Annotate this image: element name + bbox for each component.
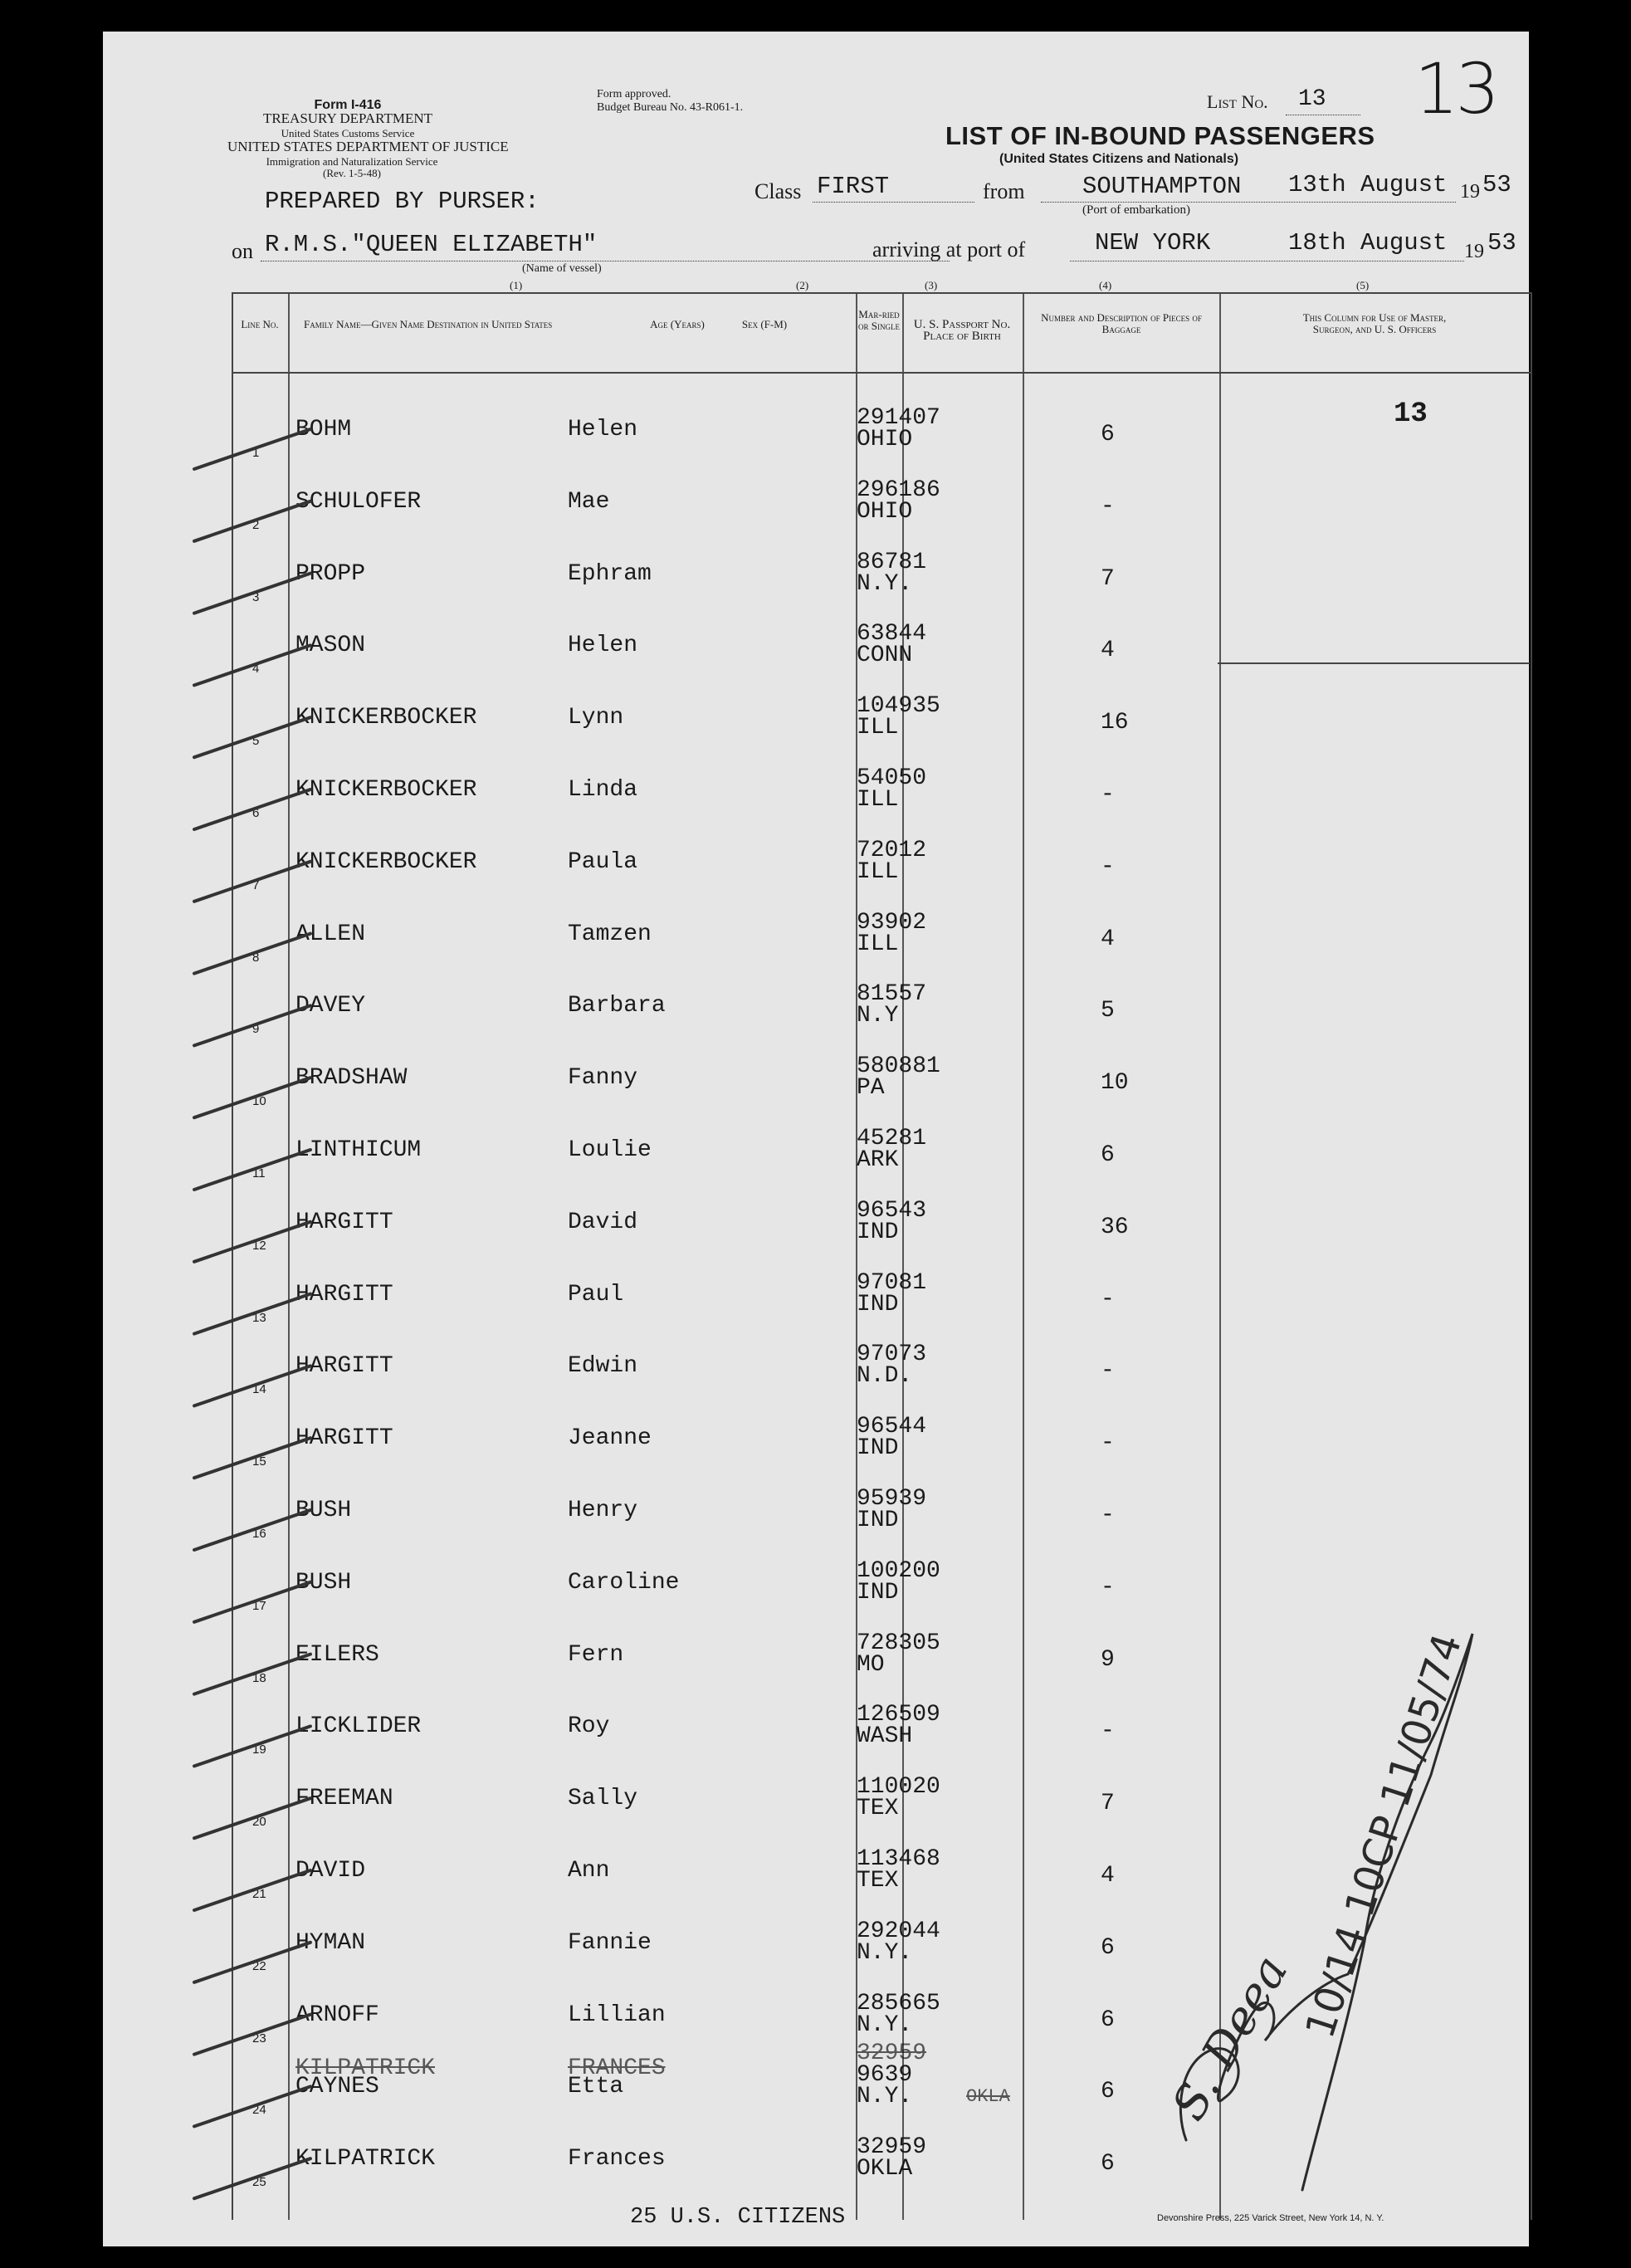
- family-name: BRADSHAW: [295, 1065, 408, 1092]
- check-mark: [194, 645, 310, 685]
- header-name: Family Name—Given Name Destination in United States: [304, 318, 553, 330]
- line-number: 6: [252, 806, 260, 820]
- baggage-count: 16: [1101, 710, 1129, 736]
- given-name: Lillian: [568, 2002, 666, 2028]
- check-mark: [194, 1582, 310, 1622]
- place-of-birth: IND: [857, 1435, 899, 1462]
- page-title: LIST OF IN-BOUND PASSENGERS: [945, 121, 1375, 150]
- baggage-count: -: [1101, 1286, 1115, 1312]
- arrival-date: 18th August: [1288, 229, 1448, 257]
- family-name: EILERS: [295, 1641, 379, 1668]
- check-mark: [194, 1870, 310, 1910]
- given-name: Sally: [568, 1786, 638, 1812]
- place-of-birth: N.Y: [857, 1003, 899, 1029]
- check-mark: [194, 1150, 310, 1190]
- place-of-birth: IND: [857, 1219, 899, 1245]
- port-of-embarkation: SOUTHAMPTON: [1082, 173, 1242, 200]
- budget-bureau: Budget Bureau No. 43-R061-1.: [597, 101, 744, 114]
- line-number: 14: [252, 1382, 266, 1397]
- header-sex: Sex (F-M): [741, 318, 788, 330]
- place-of-birth: IND: [857, 1579, 899, 1606]
- check-mark: [194, 1798, 310, 1838]
- place-of-birth: N.D.: [857, 1363, 913, 1390]
- class-label: Class: [754, 179, 802, 203]
- check-mark: [194, 1294, 310, 1334]
- on-label: on: [232, 239, 253, 263]
- passport-number: 54050: [857, 765, 927, 791]
- passport-number: 291407: [857, 405, 940, 431]
- baggage-count: 7: [1101, 565, 1115, 592]
- baggage-count: 6: [1101, 1142, 1115, 1168]
- handwritten-signature: S. Deea: [1161, 1946, 1299, 2129]
- baggage-count: 6: [1101, 422, 1115, 447]
- passport-number: 96544: [857, 1414, 927, 1440]
- form-number: Form I-416: [314, 98, 382, 112]
- line-number: 22: [252, 1958, 266, 1973]
- class-value: FIRST: [817, 173, 890, 200]
- place-of-birth: TEX: [857, 1796, 899, 1822]
- check-mark: [194, 1510, 310, 1550]
- family-name: HARGITT: [295, 1209, 393, 1235]
- passport-number: 32959: [857, 2134, 927, 2161]
- passport-number: 63844: [857, 621, 927, 648]
- given-name: David: [568, 1209, 638, 1235]
- given-name: Linda: [568, 777, 638, 803]
- line-number: 4: [252, 662, 260, 677]
- check-mark: [194, 2158, 310, 2198]
- place-of-birth: OHIO: [857, 427, 913, 452]
- header-age: Age (Years): [650, 318, 705, 330]
- family-name: HARGITT: [295, 1353, 393, 1380]
- given-name: Henry: [568, 1498, 638, 1523]
- passport-number: 113468: [857, 1846, 940, 1872]
- given-name: Lynn: [568, 705, 624, 731]
- passport-number: 580881: [857, 1053, 940, 1080]
- baggage-count: 36: [1101, 1214, 1129, 1240]
- page-subtitle: (United States Citizens and Nationals): [999, 152, 1239, 166]
- dept-treasury-sub: United States Customs Service: [281, 127, 415, 139]
- family-name: BUSH: [295, 1498, 352, 1523]
- check-mark: [194, 717, 310, 757]
- embarkation-date: 13th August: [1288, 171, 1448, 198]
- arrival-port: NEW YORK: [1095, 229, 1211, 257]
- passport-number: 81557: [857, 981, 927, 1008]
- place-of-birth: IND: [857, 1508, 899, 1533]
- baggage-count: 10: [1101, 1070, 1129, 1097]
- line-number: 8: [252, 950, 260, 965]
- from-label: from: [983, 179, 1025, 203]
- handwritten-list-no: 13: [1414, 48, 1497, 130]
- given-name: Helen: [568, 417, 638, 442]
- line-number: 23: [252, 2031, 266, 2046]
- dept-treasury: TREASURY DEPARTMENT: [262, 110, 433, 126]
- check-mark: [194, 862, 310, 902]
- check-mark: [194, 1655, 310, 1694]
- given-name: Caroline: [568, 1569, 680, 1596]
- passport-number: 45281: [857, 1126, 927, 1151]
- given-name: Fanny: [568, 1065, 638, 1092]
- arrival-year: 53: [1487, 229, 1516, 257]
- family-name: CAYNES: [295, 2074, 379, 2100]
- given-name: Fern: [568, 1641, 624, 1668]
- baggage-count: 4: [1101, 926, 1115, 952]
- list-no: 13: [1298, 86, 1326, 112]
- embark-year-prefix: 19: [1460, 181, 1480, 203]
- baggage-count: -: [1101, 1503, 1115, 1528]
- family-name: LICKLIDER: [295, 1713, 422, 1740]
- line-number: 1: [252, 446, 260, 460]
- check-mark: [194, 1005, 310, 1045]
- embark-year: 53: [1482, 171, 1511, 198]
- family-name: MASON: [295, 633, 366, 659]
- passport-number: 292044: [857, 1918, 940, 1944]
- header-passport: U. S. Passport No. Place of Birth: [913, 318, 1011, 343]
- struck-birth: OKLA: [966, 2086, 1010, 2108]
- given-name: Barbara: [568, 993, 666, 1019]
- check-mark: [194, 574, 310, 613]
- line-number: 13: [252, 1310, 266, 1325]
- check-mark: [194, 1438, 310, 1478]
- prepared-by: PREPARED BY PURSER:: [265, 188, 540, 215]
- baggage-count: -: [1101, 1574, 1115, 1601]
- printer-imprint: Devonshire Press, 225 Varick Street, New York 14, N. Y.: [1157, 2213, 1384, 2223]
- passport-number: 86781: [857, 549, 927, 575]
- header-married: Mar-ried or Single: [858, 308, 900, 332]
- vessel-caption: (Name of vessel): [522, 262, 602, 275]
- given-name: Ann: [568, 1858, 610, 1884]
- line-number: 11: [252, 1166, 266, 1180]
- place-of-birth: N.Y.: [857, 570, 913, 597]
- passport-number: 97073: [857, 1342, 927, 1368]
- check-mark: [194, 2086, 310, 2126]
- family-name: BOHM: [295, 417, 352, 442]
- place-of-birth: IND: [857, 1291, 899, 1317]
- family-name: PROPP: [295, 560, 366, 587]
- place-of-birth: OHIO: [857, 498, 913, 525]
- passport-number: 104935: [857, 693, 940, 720]
- col-number-3: (3): [925, 279, 938, 291]
- family-name: KNICKERBOCKER: [295, 848, 477, 875]
- check-mark: [194, 2015, 310, 2055]
- baggage-count: 6: [1101, 2006, 1115, 2033]
- port-embarkation-caption: (Port of embarkation): [1082, 203, 1190, 217]
- arriving-label: arriving at port of: [872, 237, 1026, 262]
- dept-justice: UNITED STATES DEPARTMENT OF JUSTICE: [227, 139, 509, 154]
- passport-number: 9639: [857, 2062, 913, 2089]
- check-mark: [194, 501, 310, 541]
- place-of-birth: ILL: [857, 787, 899, 813]
- form-approved: Form approved.: [597, 88, 671, 100]
- passport-number: 95939: [857, 1486, 927, 1512]
- family-name: HYMAN: [295, 1929, 366, 1956]
- passport-number: 97081: [857, 1269, 927, 1296]
- given-name: Tamzen: [568, 921, 652, 947]
- baggage-count: -: [1101, 1358, 1115, 1385]
- baggage-count: 7: [1101, 1791, 1115, 1817]
- place-of-birth: ILL: [857, 858, 899, 885]
- line-number: 21: [252, 1887, 266, 1901]
- vessel-name: R.M.S."QUEEN ELIZABETH": [265, 231, 598, 258]
- baggage-count: 6: [1101, 1934, 1115, 1961]
- header-line-no: Line No.: [241, 318, 279, 330]
- baggage-count: -: [1101, 1430, 1115, 1457]
- family-name: KILPATRICK: [295, 2146, 436, 2173]
- given-name: Paul: [568, 1281, 624, 1308]
- officer-count: 13: [1394, 398, 1428, 430]
- footer-total: 25 U.S. CITIZENS: [630, 2205, 846, 2230]
- given-name: Edwin: [568, 1353, 638, 1380]
- place-of-birth: N.Y.: [857, 2011, 913, 2038]
- check-mark: [194, 934, 310, 974]
- check-mark: [194, 1078, 310, 1117]
- place-of-birth: PA: [857, 1075, 885, 1102]
- passport-number: 285665: [857, 1990, 940, 2016]
- passport-number: 296186: [857, 477, 940, 503]
- check-mark: [194, 1943, 310, 1982]
- place-of-birth: WASH: [857, 1723, 913, 1750]
- header-baggage: Number and Description of Pieces of Baggage: [1041, 311, 1202, 335]
- line-number: 12: [252, 1238, 266, 1253]
- given-name: Paula: [568, 848, 638, 875]
- place-of-birth: ARK: [857, 1147, 899, 1173]
- family-name: DAVID: [295, 1858, 366, 1884]
- check-mark: [194, 789, 310, 829]
- baggage-count: 9: [1101, 1646, 1115, 1673]
- line-number: 19: [252, 1743, 266, 1757]
- family-name: FREEMAN: [295, 1786, 393, 1812]
- line-number: 15: [252, 1454, 266, 1469]
- line-number: 2: [252, 517, 260, 532]
- checkmarks-overlay: [103, 32, 1529, 2246]
- given-name: Loulie: [568, 1137, 652, 1163]
- place-of-birth: MO: [857, 1651, 885, 1678]
- place-of-birth: N.Y.: [857, 1939, 913, 1966]
- passport-number: 100200: [857, 1557, 940, 1584]
- struck-given-name: FRANCES: [568, 2055, 666, 2082]
- passport-number: 126509: [857, 1702, 940, 1728]
- given-name: Ephram: [568, 560, 652, 587]
- given-name: Frances: [568, 2146, 666, 2173]
- place-of-birth: ILL: [857, 931, 899, 957]
- check-mark: [194, 429, 310, 469]
- place-of-birth: ILL: [857, 715, 899, 741]
- handwritten-date-note: 10/14 10CP 11/05/74: [1296, 1628, 1472, 2044]
- passport-number: 110020: [857, 1774, 940, 1801]
- place-of-birth: TEX: [857, 1868, 899, 1894]
- list-no-label: List No.: [1207, 91, 1268, 112]
- check-mark: [194, 1366, 310, 1405]
- baggage-count: 6: [1101, 2151, 1115, 2178]
- arrival-year-prefix: 19: [1464, 241, 1484, 262]
- baggage-count: 4: [1101, 638, 1115, 664]
- passport-number: 96543: [857, 1197, 927, 1224]
- family-name: LINTHICUM: [295, 1137, 422, 1163]
- check-mark: [194, 1222, 310, 1262]
- revision: (Rev. 1-5-48): [323, 167, 381, 179]
- line-number: 24: [252, 2103, 266, 2118]
- struck-family-name: KILPATRICK: [295, 2055, 436, 2082]
- check-mark: [194, 1726, 310, 1766]
- passport-number: 93902: [857, 909, 927, 936]
- family-name: BUSH: [295, 1569, 352, 1596]
- line-number: 9: [252, 1022, 260, 1037]
- family-name: ARNOFF: [295, 2002, 379, 2028]
- baggage-count: 6: [1101, 2079, 1115, 2105]
- given-name: Helen: [568, 633, 638, 659]
- passport-number: 72012: [857, 837, 927, 863]
- dept-justice-sub: Immigration and Naturalization Service: [266, 155, 438, 168]
- family-name: SCHULOFER: [295, 488, 422, 515]
- col-number-5: (5): [1356, 279, 1370, 291]
- line-number: 3: [252, 589, 260, 604]
- given-name: Jeanne: [568, 1425, 652, 1452]
- col-number-2: (2): [796, 279, 809, 291]
- baggage-count: -: [1101, 782, 1115, 808]
- col-number-4: (4): [1099, 279, 1112, 291]
- line-number: 16: [252, 1527, 266, 1541]
- struck-passport: 32959: [857, 2041, 927, 2067]
- line-number: 25: [252, 2175, 266, 2190]
- given-name: Roy: [568, 1713, 610, 1740]
- line-number: 7: [252, 877, 260, 892]
- given-name: Mae: [568, 488, 610, 515]
- given-name: Fannie: [568, 1929, 652, 1956]
- family-name: KNICKERBOCKER: [295, 705, 477, 731]
- baggage-count: 4: [1101, 1863, 1115, 1889]
- baggage-count: -: [1101, 853, 1115, 880]
- line-number: 17: [252, 1598, 266, 1613]
- family-name: ALLEN: [295, 921, 366, 947]
- given-name: Etta: [568, 2074, 624, 2100]
- line-number: 10: [252, 1094, 266, 1109]
- manifest-page: [103, 32, 1529, 2246]
- col-number-1: (1): [510, 279, 523, 291]
- header-officers: This Column for Use of Master, Surgeon, and U. S. Officers: [1302, 311, 1447, 335]
- family-name: HARGITT: [295, 1425, 393, 1452]
- family-name: DAVEY: [295, 993, 366, 1019]
- family-name: HARGITT: [295, 1281, 393, 1308]
- line-number: 18: [252, 1670, 266, 1685]
- line-number: 5: [252, 734, 260, 749]
- line-number: 20: [252, 1815, 266, 1830]
- baggage-count: 5: [1101, 998, 1115, 1024]
- place-of-birth: N.Y.: [857, 2084, 913, 2110]
- baggage-count: -: [1101, 1718, 1115, 1745]
- family-name: KNICKERBOCKER: [295, 777, 477, 803]
- place-of-birth: OKLA: [857, 2156, 913, 2182]
- baggage-count: -: [1101, 493, 1115, 520]
- place-of-birth: CONN: [857, 643, 913, 669]
- passport-number: 728305: [857, 1630, 940, 1656]
